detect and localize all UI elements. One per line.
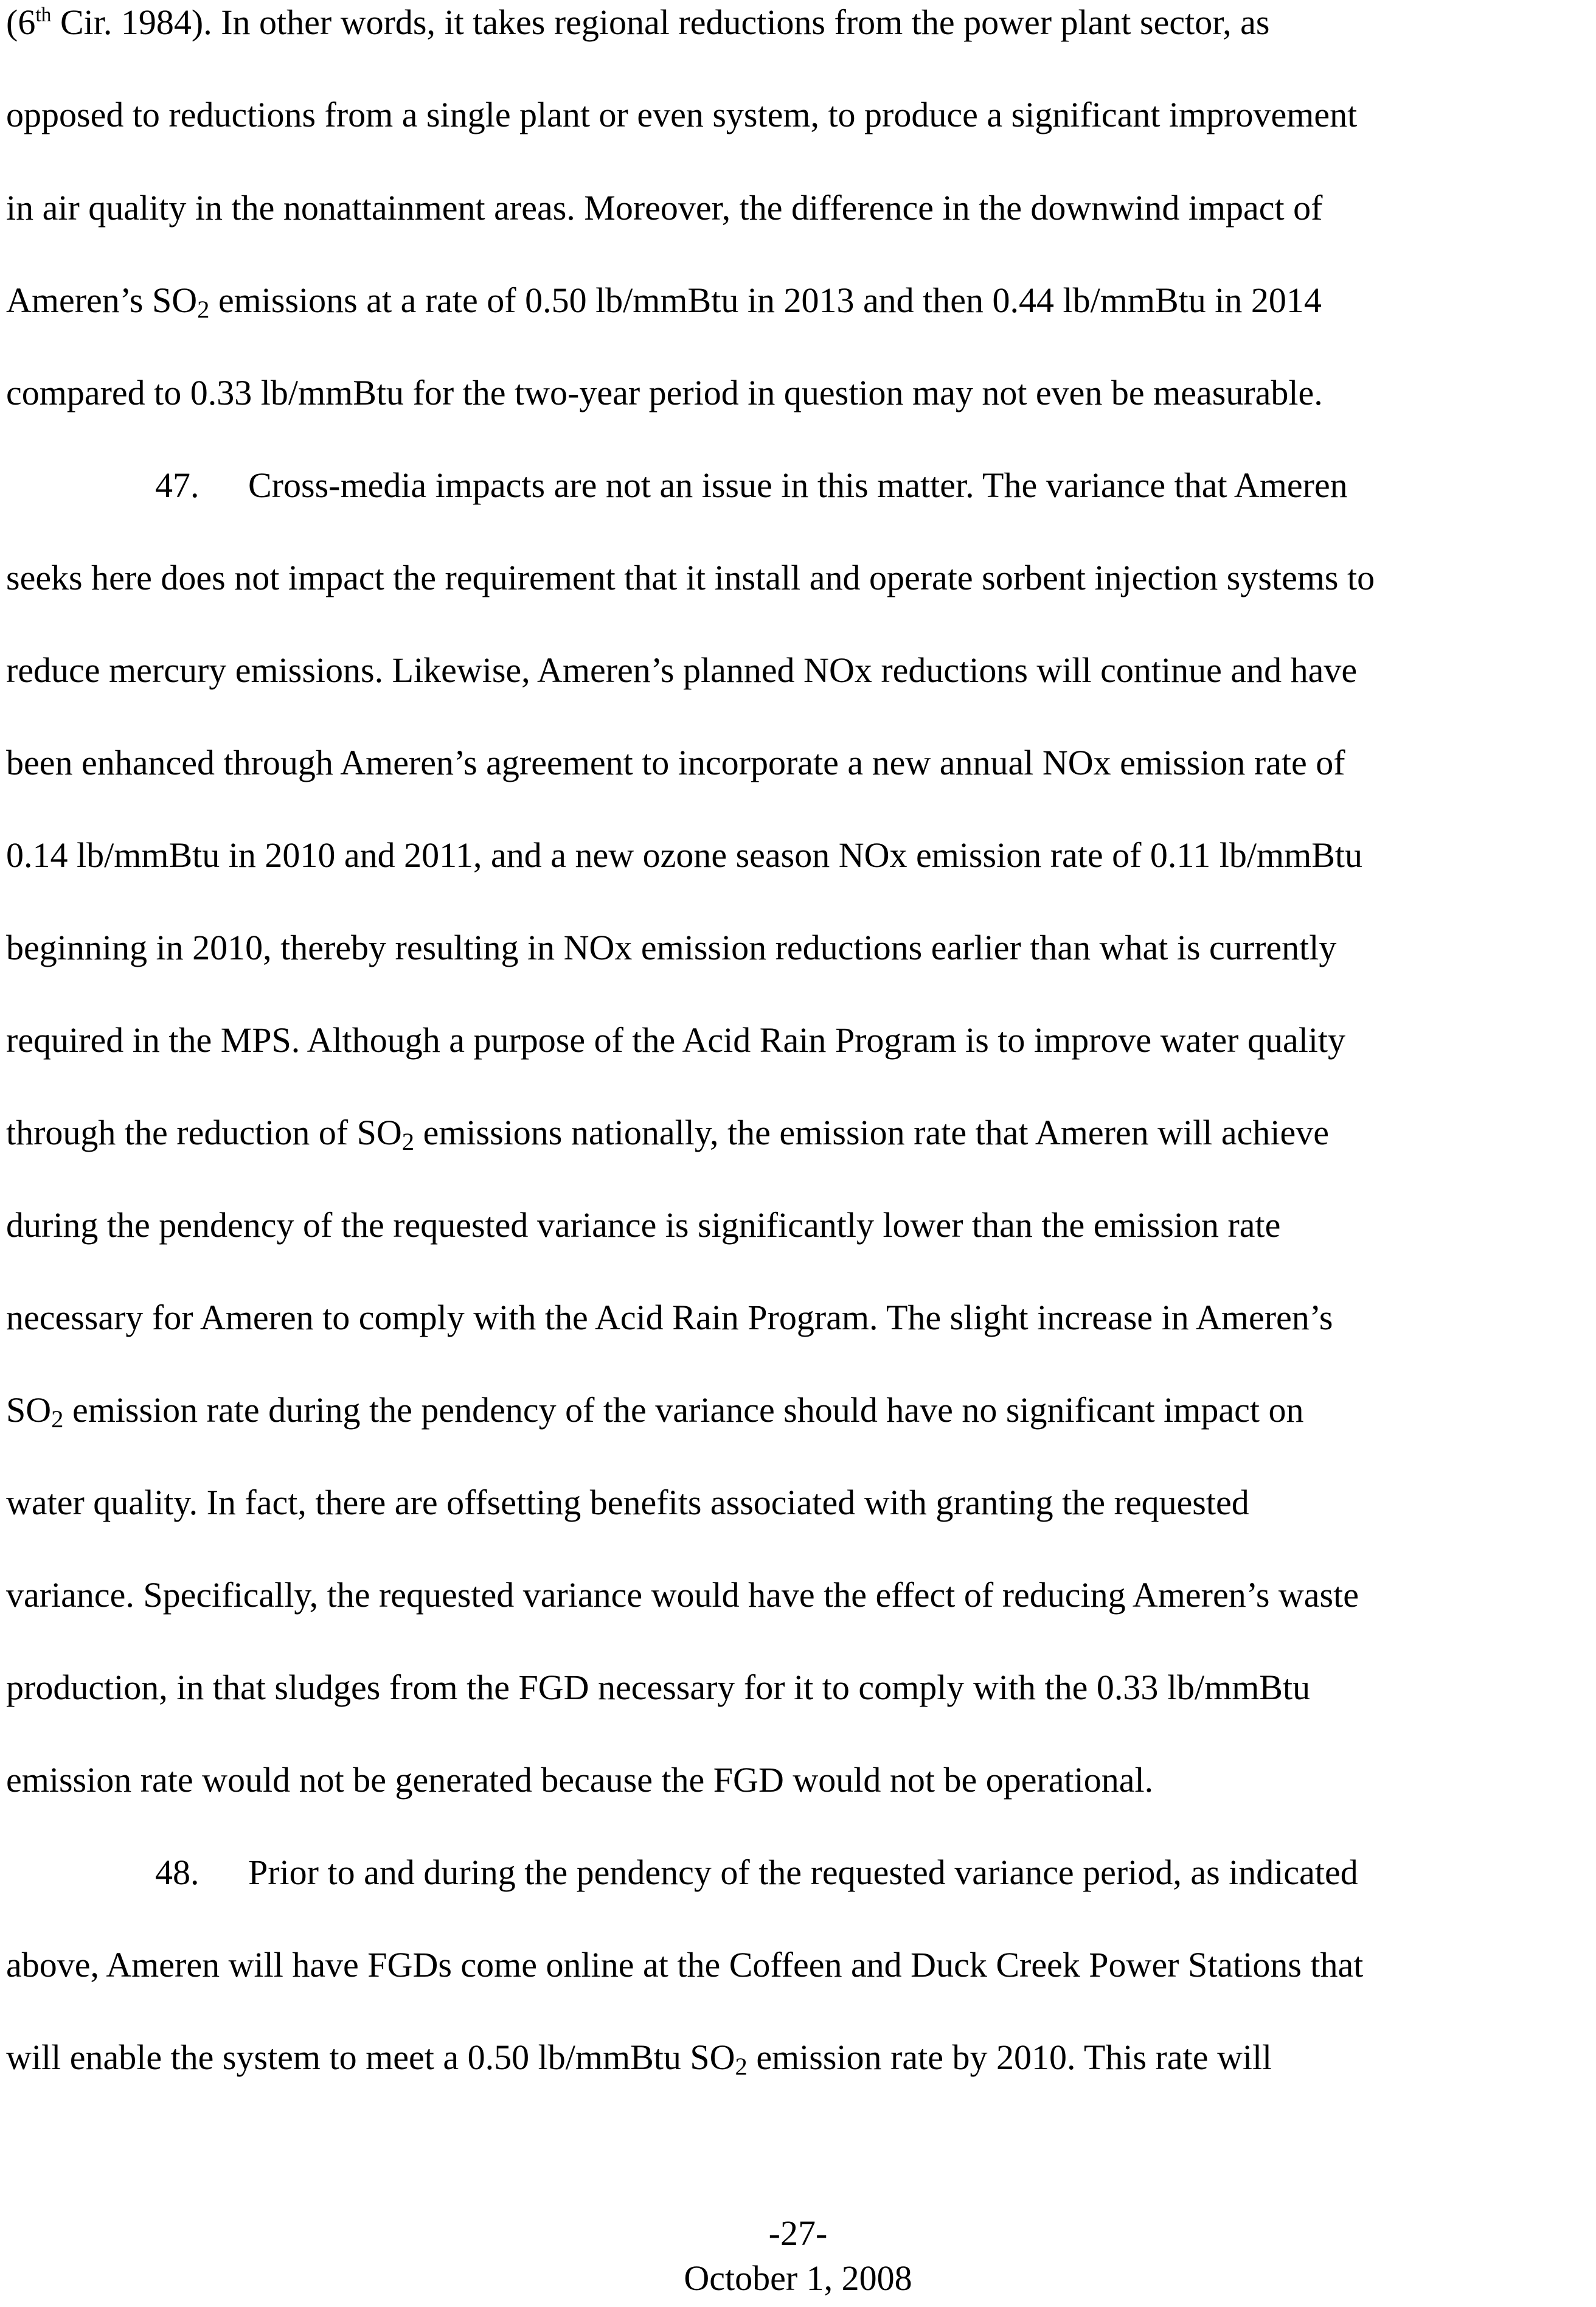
body-line: compared to 0.33 lb/mmBtu for the two-year period in question may not even be measurable. (6, 373, 1323, 412)
body-line (6, 2037, 1272, 2080)
subscript: 2 (735, 2052, 748, 2080)
body-line: production, in that sludges from the FGD necessary for it to comply with the 0.33 lb/mmBtu (6, 1668, 1311, 1707)
body-line: reduce mercury emissions. Likewise, Ameren’s planned NOx reductions will continue and have (6, 650, 1358, 690)
subscript: 2 (401, 1127, 415, 1155)
text-fragment: Ameren’s SO (6, 280, 198, 320)
paragraph-first-line (155, 465, 1348, 505)
body-line: water quality. In fact, there are offsetting benefits associated with granting the requested (6, 1483, 1249, 1522)
body-line: above, Ameren will have FGDs come online at the Coffeen and Duck Creek Power Stations that (6, 1945, 1364, 1985)
body-line (6, 1113, 1329, 1155)
body-line: emission rate would not be generated because the FGD would not be operational. (6, 1760, 1154, 1800)
superscript: th (35, 4, 52, 27)
paragraph-number: 47. (155, 465, 200, 505)
text-fragment: SO (6, 1390, 52, 1430)
page-number: -27- (768, 2213, 828, 2253)
footer-date: October 1, 2008 (684, 2258, 912, 2298)
body-line: beginning in 2010, thereby resulting in NOx emission reductions earlier than what is currently (6, 928, 1337, 967)
text-fragment: emissions nationally, the emission rate that Ameren will achieve (414, 1113, 1329, 1152)
body-line: seeks here does not impact the requirement that it install and operate sorbent injection systems to (6, 558, 1375, 597)
text-fragment: Cir. 1984). In other words, it takes regional reductions from the power plant sector, as (51, 2, 1270, 42)
text-fragment: emissions at a rate of 0.50 lb/mmBtu in 2013 and then 0.44 lb/mmBtu in 2014 (209, 280, 1322, 320)
body-line: during the pendency of the requested variance is significantly lower than the emission rate (6, 1205, 1281, 1245)
text-fragment: (6 (6, 2, 36, 42)
body-line: opposed to reductions from a single plant or even system, to produce a significant improvement (6, 95, 1358, 134)
text-fragment: emission rate by 2010. This rate will (747, 2037, 1272, 2077)
paragraph-number: 48. (155, 1853, 200, 1892)
body-line: been enhanced through Ameren’s agreement to incorporate a new annual NOx emission rate of (6, 743, 1345, 782)
text-fragment: Cross-media impacts are not an issue in this matter. The variance that Ameren (248, 465, 1348, 505)
body-line (6, 1390, 1304, 1433)
subscript: 2 (51, 1405, 64, 1433)
text-fragment: emission rate during the pendency of the variance should have no significant impact on (63, 1390, 1304, 1430)
body-line (6, 2, 1270, 42)
body-line: 0.14 lb/mmBtu in 2010 and 2011, and a new ozone season NOx emission rate of 0.11 lb/mmBtu (6, 835, 1363, 875)
subscript: 2 (197, 295, 210, 323)
paragraph-first-line (155, 1855, 1358, 1890)
body-line: required in the MPS. Although a purpose of the Acid Rain Program is to improve water quality (6, 1020, 1346, 1060)
body-line (6, 280, 1322, 323)
text-fragment: will enable the system to meet a 0.50 lb/mmBtu SO (6, 2037, 735, 2077)
text-fragment: Prior to and during the pendency of the requested variance period, as indicated (248, 1853, 1358, 1892)
body-line: in air quality in the nonattainment areas. Moreover, the difference in the downwind impact of (6, 188, 1323, 228)
body-line: necessary for Ameren to comply with the Acid Rain Program. The slight increase in Ameren’s (6, 1298, 1333, 1337)
body-line: variance. Specifically, the requested variance would have the effect of reducing Ameren’s waste (6, 1575, 1359, 1615)
text-fragment: through the reduction of SO (6, 1113, 402, 1152)
